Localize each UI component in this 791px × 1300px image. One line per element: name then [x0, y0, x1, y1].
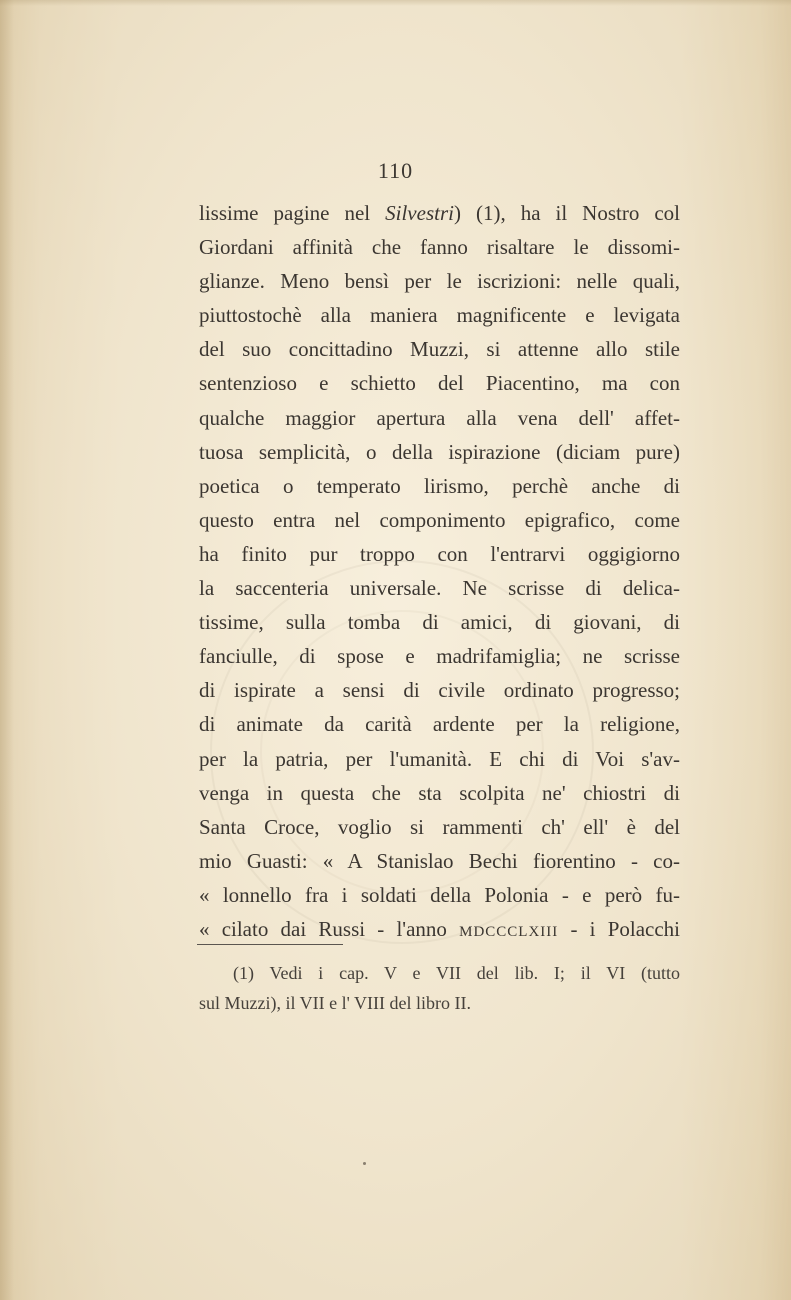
text-line: ha finito pur troppo con l'entrarvi oggigiorno: [199, 541, 680, 566]
footnote: [199, 958, 680, 1018]
body-text: [199, 196, 680, 946]
text-line: di ispirate a sensi di civile ordinato progresso;: [199, 678, 680, 703]
roman-numeral-year: mdccclxiii: [459, 916, 559, 941]
paper-speck: [363, 1162, 366, 1165]
text-line: glianze. Meno bensì per le iscrizioni: nelle quali,: [199, 269, 680, 294]
text-line: fanciulle, di spose e madrifamiglia; ne scrisse: [199, 644, 680, 669]
text-line: tissime, sulla tomba di amici, di giovani, di: [199, 610, 680, 635]
text-line: per la patria, per l'umanità. E chi di Voi s'av-: [199, 746, 680, 771]
italic-title: Silvestri: [385, 201, 454, 225]
page-left-edge-shadow: [0, 0, 14, 1300]
text-line: sentenzioso e schietto del Piacentino, ma con: [199, 371, 680, 396]
text-line: piuttostochè alla maniera magnificente e levigata: [199, 303, 680, 328]
text-line: Giordani affinità che fanno risaltare le dissomi-: [199, 235, 680, 260]
page-top-edge-shadow: [0, 0, 791, 6]
text-run: « cilato dai Russi - l'anno: [199, 916, 460, 941]
text-line: tuosa semplicità, o della ispirazione (diciam pure): [199, 439, 680, 464]
text-run: ) (1), ha il Nostro col: [453, 201, 680, 225]
text-line: [199, 912, 680, 946]
text-line: venga in questa che sta scolpita ne' chiostri di: [199, 780, 680, 805]
text-line: mio Guasti: « A Stanislao Bechi fiorentino - co-: [199, 848, 680, 873]
text-line: poetica o temperato lirismo, perchè anche di: [199, 473, 680, 498]
text-line: [199, 196, 680, 230]
text-run: - i Polacchi: [558, 916, 681, 941]
text-run: lissime pagine nel: [199, 201, 386, 225]
footnote-separator-rule: [197, 944, 343, 945]
text-line: la saccenteria universale. Ne scrisse di delica-: [199, 576, 680, 601]
footnote-line: (1) Vedi i cap. V e VII del lib. I; il VI (tutto: [233, 963, 680, 983]
page-number: 110: [377, 158, 414, 183]
text-line: questo entra nel componimento epigrafico, come: [199, 507, 680, 532]
text-line: del suo concittadino Muzzi, si attenne allo stile: [199, 337, 680, 362]
text-line: qualche maggior apertura alla vena dell' affet-: [199, 405, 680, 430]
text-line: di animate da carità ardente per la religione,: [199, 712, 680, 737]
text-line: Santa Croce, voglio si rammenti ch' ell' è del: [199, 814, 680, 839]
footnote-line: sul Muzzi), il VII e l' VIII del libro II.: [199, 993, 472, 1013]
text-line: « lonnello fra i soldati della Polonia - e però fu-: [199, 882, 680, 907]
